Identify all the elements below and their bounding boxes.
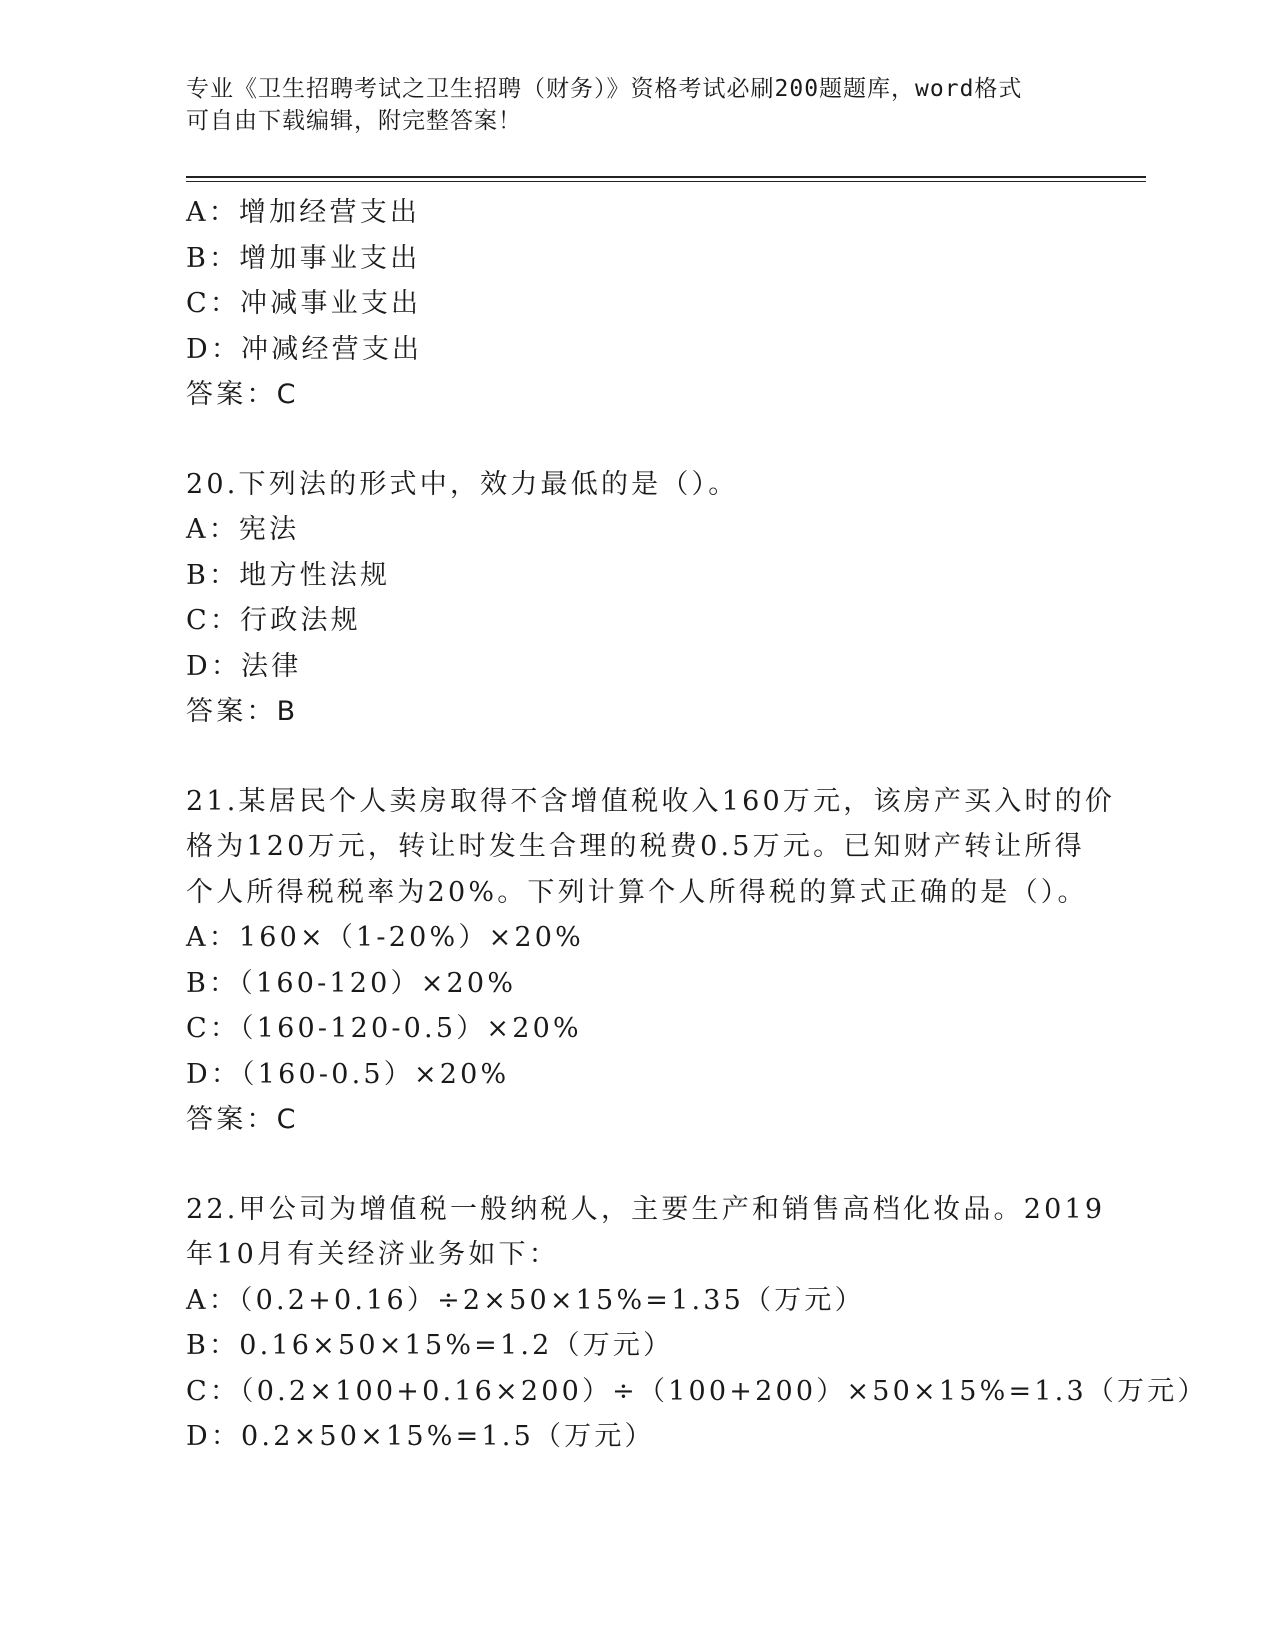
option-a: A：宪法 [186, 514, 300, 545]
question-19 [186, 190, 1086, 418]
option-b: B：增加事业支出 [186, 242, 421, 274]
question-stem-line: 格为120万元，转让时发生合理的税费0.5万元。已知财产转让所得 [186, 831, 1085, 862]
option-a: A：增加经营支出 [186, 197, 421, 228]
option-c: C：行政法规 [186, 605, 361, 636]
option-d: D：冲减经营支出 [186, 333, 423, 365]
option-d: D：（160-0.5）×20% [186, 1058, 510, 1090]
question-stem: 20.下列法的形式中，效力最低的是（）。 [186, 468, 739, 500]
option-c: C：冲减事业支出 [186, 288, 422, 319]
option-c: C：（160-120-0.5）×20% [186, 1013, 582, 1044]
option-d: D：法律 [186, 650, 302, 682]
header-line-1: 专业《卫生招聘考试之卫生招聘（财务）》资格考试必刷200题题库，word格式 [186, 76, 1023, 102]
option-c: C：（0.2×100+0.16×200）÷（100+200）×50×15%=1.3（万元） [186, 1375, 1208, 1407]
header-divider-thick [186, 176, 1146, 178]
question-stem-line: 个人所得税税率为20%。下列计算个人所得税的算式正确的是（）。 [186, 876, 1088, 908]
question-stem-line: 年10月有关经济业务如下： [186, 1239, 559, 1270]
answer: 答案：B [186, 696, 299, 727]
question-22 [186, 1187, 1208, 1460]
option-b: B：（160-120）×20% [186, 967, 517, 999]
header-line-2: 可自由下载编辑，附完整答案！ [186, 108, 522, 134]
question-21 [186, 779, 1116, 1143]
question-stem-line: 21.某居民个人卖房取得不含增值税收入160万元，该房产买入时的价 [186, 785, 1116, 817]
option-a: A：（0.2+0.16）÷2×50×15%=1.35（万元） [186, 1284, 865, 1316]
question-list [186, 190, 1208, 1460]
document-header [186, 73, 1066, 137]
question-stem-line: 22.甲公司为增值税一般纳税人，主要生产和销售高档化妆品。2019 [186, 1193, 1106, 1225]
answer: 答案：C [186, 1104, 299, 1135]
option-d: D：0.2×50×15%=1.5（万元） [186, 1421, 655, 1452]
answer: 答案：C [186, 379, 299, 410]
option-a: A：160×（1-20%）×20% [186, 922, 585, 953]
question-20 [186, 462, 1086, 735]
header-divider-thin [186, 181, 1146, 182]
option-b: B：0.16×50×15%=1.2（万元） [186, 1330, 674, 1361]
option-b: B：地方性法规 [186, 559, 391, 591]
